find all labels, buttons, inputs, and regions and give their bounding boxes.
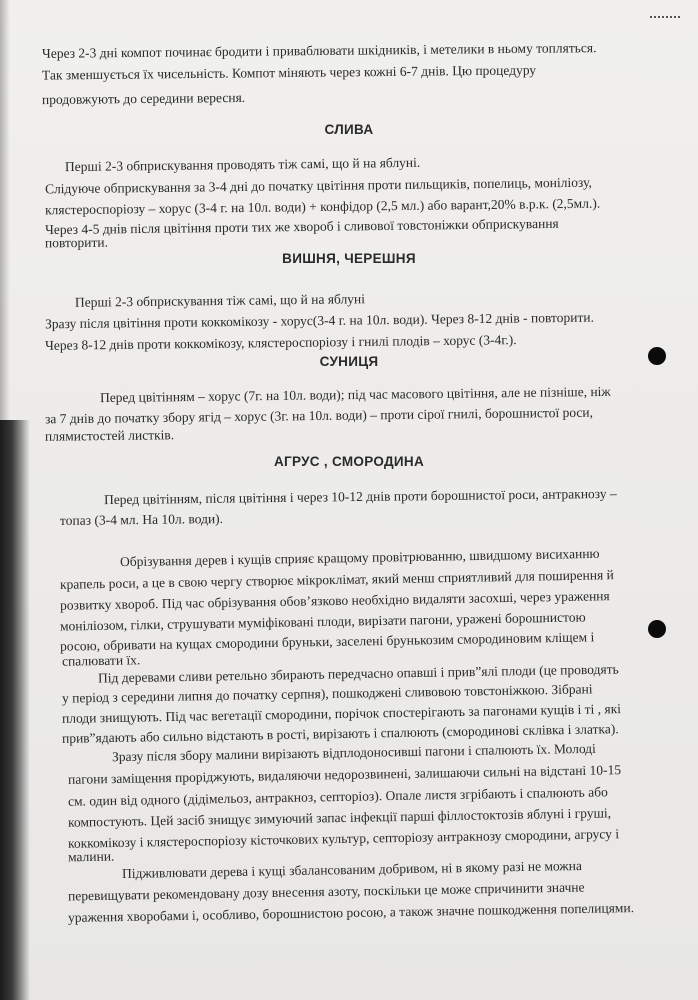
text-line: компостують. Цей засіб знищує зимуючий запас інфекції парші філлостоктозів яблуні і груші, (67, 805, 612, 830)
text-line: Підживлювати дерева і кущі збалансованим добривом, ні в якому разі не можна (121, 857, 583, 882)
text-line: Перші 2-3 обприскування тіж самі, що й на яблуні (74, 291, 366, 310)
section-title: АГРУС , СМОРОДИНА (273, 454, 424, 469)
text-line: клястероспоріозу – хорус (3-4 г. на 10л. води) + конфідор (2,5 мл.) або варант,20% в.р.к. (2,5мл.). (44, 195, 601, 218)
text-line: Перед цвітінням – хорус (7г. на 10л. води); під час масового цвітіння, але не пізніше, ніж (99, 383, 611, 406)
punch-hole-icon (648, 620, 666, 638)
text-line: ураження хворобами і, особливо, борошнистою росою, а також значне пошкодження попелицями. (67, 900, 635, 925)
text-line: у період з середини липня до початку серпня), пошкоджені сливовою товстоніжкою. Зібрані (61, 681, 593, 706)
text-line: коккомікозу і клястероспоріозу кісточкових культур, септоріозу антракнозу смородини, агрусу і (67, 826, 620, 851)
text-line: прив”ядають або сильно відстають в рості, вирізають і спалюють (смородинові склівка і златка). (61, 721, 619, 746)
text-line: Так зменшується їх чисельність. Компот міняють через кожні 6-7 днів. Цю процедуру (41, 62, 537, 83)
text-line: Слідуюче обприскування за 3-4 дні до початку цвітіння проти пильщиків, попелиць, моніліозу, (44, 174, 592, 197)
text-line: Через 4-5 днів після цвітіння проти тих же хвороб і сливової товстоніжки обприскування (44, 215, 559, 238)
text-line: Через 2-3 дні компот починає бродити і приваблювати шкідників, і метелики в ньому топляться. (41, 40, 597, 61)
section-title: ВИШНЯ, ЧЕРЕШНЯ (282, 251, 416, 266)
text-line: Зразу після збору малини вирізають відплодоносивші пагони і спалюють їх. Молоді (111, 740, 596, 765)
text-line: плямистостей листків. (44, 427, 175, 444)
text-line: Перед цвітінням, після цвітіння і через 10-12 днів проти борошнистої роси, антракнозу – (103, 485, 617, 508)
text-line: Під деревами сливи ретельно збирають передчасно опавші і прив”ялі плоди (це проводять (97, 661, 619, 686)
text-line: топаз (3-4 мл. На 10л. води). (59, 511, 224, 528)
text-line: Обрізування дерев і кущів сприяє кращому провітрюванню, швидшому висиханню (119, 545, 600, 570)
text-line: см. один від одного (дідімельоз, антракноз, септоріоз). Опале листя згрібають і спалюють або (67, 784, 608, 809)
section-title: СЛИВА (324, 122, 374, 137)
text-line: повторити. (44, 234, 109, 251)
text-line: росою, обривати на кущах смородини бруньки, заселені брунькозим смородиновим кліщем і (59, 629, 595, 654)
text-line: розвитку хвороб. Під час обрізування обов’язково необхідно видаляти засохші, через ураження (59, 588, 610, 613)
section-title: СУНИЦЯ (319, 354, 379, 369)
text-line: моніліозом, гілки, струшувати муміфіковані плоди, вирізати пагони, уражені борошнистою (59, 609, 586, 634)
scan-shadow-left (0, 420, 30, 1000)
text-line: пагони заміщення проріджують, видаляючи недорозвинені, залишаючи сильні на відстані 10-15 (67, 762, 622, 787)
text-line: продовжують до середини вересня. (41, 89, 246, 108)
text-line: Зразу після цвітіння проти коккомікозу - хорус(3-4 г. на 10л. води). Через 8-12 днів - повторити. (44, 309, 595, 332)
text-line: за 7 днів до початку збору ягід – хорус (3г. на 10л. води) – проти сірої гнилі, борошнистої роси, (44, 404, 594, 427)
text-line: плоди знищують. Під час вегетації смородини, порічок спостерігають за пагонами кущів і ті , які (61, 701, 622, 726)
text-line: Через 8-12 днів проти коккомікозу, клястероспоріозу і гнилі плодів – хорус (3-4г.). (44, 332, 517, 353)
text-line: перевищувати рекомендовану дозу внесення азоту, поскільки це може спричинити значне (67, 879, 585, 904)
text-line: спалювати їх. (61, 652, 141, 669)
corner-mark (650, 16, 680, 26)
text-line: Перші 2-3 обприскування проводять тіж самі, що й на яблуні. (64, 154, 421, 175)
text-line: крапель роси, а це в свою чергу створює мікроклімат, який менш сприятливий для поширення й (59, 567, 614, 592)
text-line: малини. (67, 848, 115, 865)
